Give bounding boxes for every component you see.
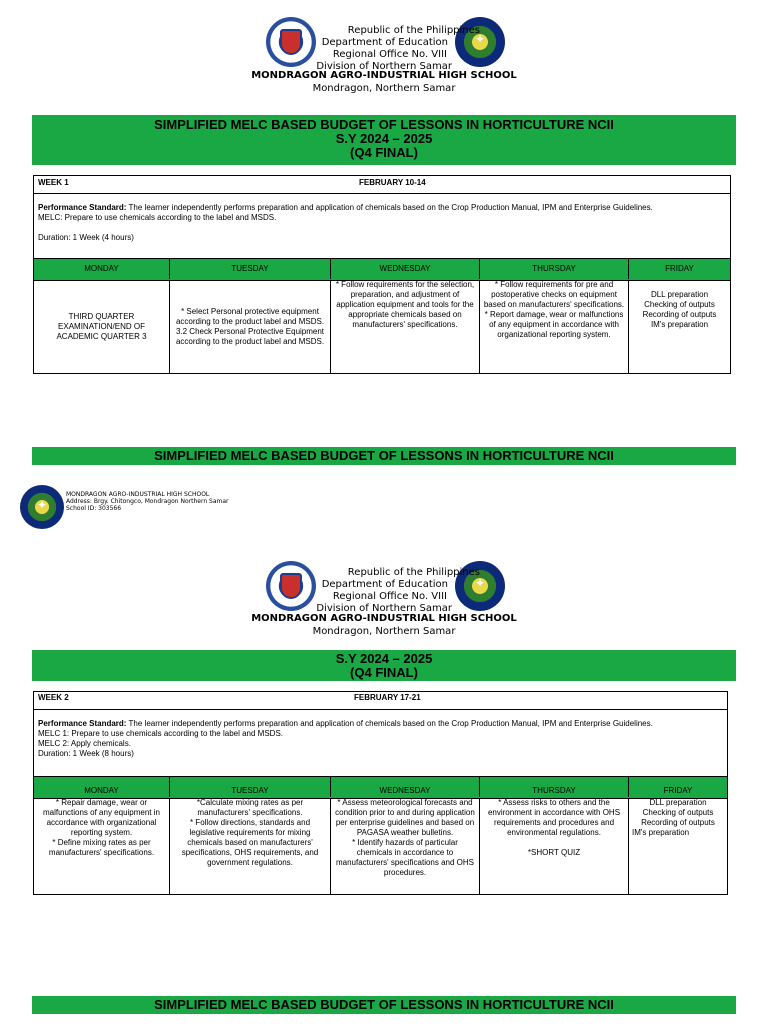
week2-day-header-row	[34, 776, 727, 799]
week2-tuesday-text-2: * Follow directions, standards and legislative requirements for mixing chemicals based on manufacturers' specifications, OHS requirements, and government regulations.	[181, 818, 319, 867]
footer-school: MONDRAGON AGRO-INDUSTRIAL HIGH SCHOOL	[66, 491, 210, 498]
week1-friday-item: Checking of outputs	[644, 300, 715, 309]
header-department: Department of Education	[321, 37, 448, 48]
week1-head-monday: MONDAY	[34, 259, 170, 279]
week2-cell-friday	[629, 798, 727, 894]
week1-friday-item: IM's preparation	[650, 320, 709, 329]
week2-friday-item: IM's preparation	[632, 828, 690, 837]
week2-header-row	[34, 692, 727, 710]
week2-cell-wednesday	[331, 798, 480, 894]
week2-friday-item: Checking of outputs	[642, 808, 714, 817]
week2-thursday-text-2: *SHORT QUIZ	[527, 848, 581, 857]
week1-table	[33, 175, 731, 374]
week1-duration: Duration: 1 Week (4 hours)	[38, 233, 134, 242]
week2-head-wednesday: WEDNESDAY	[331, 777, 480, 797]
header-division-2: Division of Northern Samar	[316, 603, 452, 614]
week2-thursday-text-1: * Assess risks to others and the environment in accordance with OHS requirements and procedures and environmental regulations.	[487, 798, 621, 837]
week1-tuesday-text: * Select Personal protective equipment according to the product label and MSDS. 3.2 Check Personal Protective Equipment according to the product label and MSDS.	[175, 306, 325, 346]
school-seal-icon: ✦	[455, 17, 505, 67]
week1-label: WEEK 1	[38, 178, 69, 187]
week1-head-tuesday: TUESDAY	[170, 259, 331, 279]
title-bar-4: SIMPLIFIED MELC BASED BUDGET OF LESSONS IN HORTICULTURE NCII	[32, 996, 736, 1014]
week1-head-wednesday: WEDNESDAY	[331, 259, 480, 279]
week1-cell-friday	[629, 280, 730, 373]
week1-friday-item: DLL preparation	[650, 290, 709, 299]
week2-dates: FEBRUARY 17-21	[354, 693, 421, 702]
week2-wednesday-text-1: * Assess meteorological forecasts and condition prior to and during application per enterprise guidelines and based on PAGASA weather bulletins.	[335, 798, 475, 837]
week2-cell-monday	[34, 798, 170, 894]
header-region-2: Regional Office No. VIII	[332, 591, 447, 602]
week1-cell-thursday	[480, 280, 629, 373]
header-region: Regional Office No. VIII	[332, 49, 447, 60]
header-location-2: Mondragon, Northern Samar	[312, 626, 456, 637]
school-seal-icon-2: ✦	[455, 561, 505, 611]
week1-melc: MELC: Prepare to use chemicals according to the label and MSDS.	[38, 213, 277, 222]
header-division: Division of Northern Samar	[316, 61, 452, 72]
week2-friday-item: DLL preparation	[649, 798, 707, 807]
week2-duration: Duration: 1 Week (8 hours)	[38, 749, 134, 758]
week2-head-monday: MONDAY	[34, 777, 170, 797]
header-school-2: MONDRAGON AGRO-INDUSTRIAL HIGH SCHOOL	[251, 613, 517, 624]
footer-school-id: School ID: 303566	[66, 505, 122, 512]
week2-wednesday-text-2: * Identify hazards of particular chemicals in accordance to manufacturers' specifications and OHS procedures.	[335, 838, 475, 877]
week2-label: WEEK 2	[38, 693, 69, 702]
final-label: (Q4 FINAL)	[350, 145, 418, 160]
footer-school-seal-icon: ✦	[20, 485, 64, 529]
header-location: Mondragon, Northern Samar	[312, 83, 456, 94]
footer-address: Address: Brgy. Chitongco, Mondragon Northern Samar	[66, 498, 229, 505]
week1-monday-text: THIRD QUARTER EXAMINATION/END OF ACADEMIC QUARTER 3	[56, 311, 147, 341]
week2-melc1: MELC 1: Prepare to use chemicals according to the label and MSDS.	[38, 729, 284, 738]
week1-header-row	[34, 176, 730, 194]
week1-head-friday: FRIDAY	[629, 259, 730, 279]
week2-cell-thursday	[480, 798, 629, 894]
header-school: MONDRAGON AGRO-INDUSTRIAL HIGH SCHOOL	[251, 70, 517, 81]
header-block	[300, 25, 490, 73]
week2-head-friday: FRIDAY	[629, 777, 727, 797]
week1-cell-monday	[34, 280, 170, 373]
week2-ps-text: The learner independently performs preparation and application of chemicals based on the Crop Production Manual, IPM and Enterprise Guidelines.	[126, 719, 653, 728]
title-bar-1	[32, 115, 736, 165]
week1-head-thursday: THURSDAY	[480, 259, 629, 279]
final-label-2: (Q4 FINAL)	[350, 665, 418, 680]
header-department-2: Department of Education	[321, 579, 448, 590]
title-bar-3	[32, 650, 736, 681]
week2-cell-tuesday	[170, 798, 331, 894]
week2-table	[33, 691, 728, 895]
week1-dates: FEBRUARY 10-14	[359, 178, 426, 187]
week1-day-header-row	[34, 258, 730, 281]
header-republic: Republic of the Philippines	[347, 25, 480, 36]
week2-ps-label: Performance Standard:	[38, 719, 127, 728]
week1-cell-wednesday	[331, 280, 480, 373]
footer-block	[66, 491, 229, 512]
header-republic-2: Republic of the Philippines	[347, 567, 480, 578]
week1-wednesday-text: * Follow requirements for the selection, preparation, and adjustment of application equipment and tools for the appropriate chemicals based on manufacturers' specifications.	[335, 280, 475, 329]
week2-head-tuesday: TUESDAY	[170, 777, 331, 797]
week2-tuesday-text-1: *Calculate mixing rates as per manufacturers' specifications.	[196, 798, 304, 817]
week1-thursday-text-1: * Follow requirements for pre and postoperative checks on equipment based on manufacturers' specifications.	[483, 280, 625, 309]
week1-ps-text: The learner independently performs preparation and application of chemicals based on the Crop Production Manual, IPM and Enterprise Guidelines.	[126, 203, 653, 212]
school-year-2: S.Y 2024 – 2025	[335, 651, 433, 666]
week2-melc2: MELC 2: Apply chemicals.	[38, 739, 131, 748]
week2-standard	[38, 719, 726, 759]
week1-cell-tuesday	[170, 280, 331, 373]
title-bar-2: SIMPLIFIED MELC BASED BUDGET OF LESSONS IN HORTICULTURE NCII	[32, 447, 736, 465]
week1-thursday-text-2: * Report damage, wear or malfunctions of any equipment in accordance with organizational reporting system.	[484, 310, 624, 339]
week1-ps-label: Performance Standard:	[38, 203, 127, 212]
week1-friday-item: Recording of outputs	[642, 310, 717, 319]
school-year: S.Y 2024 – 2025	[335, 131, 433, 146]
title-main: SIMPLIFIED MELC BASED BUDGET OF LESSONS IN HORTICULTURE NCII	[154, 117, 614, 132]
week2-friday-item: Recording of outputs	[641, 818, 715, 827]
week2-monday-text-1: * Repair damage, wear or malfunctions of any equipment in accordance with organizational reporting system.	[43, 798, 160, 837]
week1-standard	[38, 203, 728, 243]
header-block-2	[300, 567, 490, 615]
week2-head-thursday: THURSDAY	[480, 777, 629, 797]
week2-monday-text-2: * Define mixing rates as per manufacturers' specifications.	[48, 838, 155, 857]
